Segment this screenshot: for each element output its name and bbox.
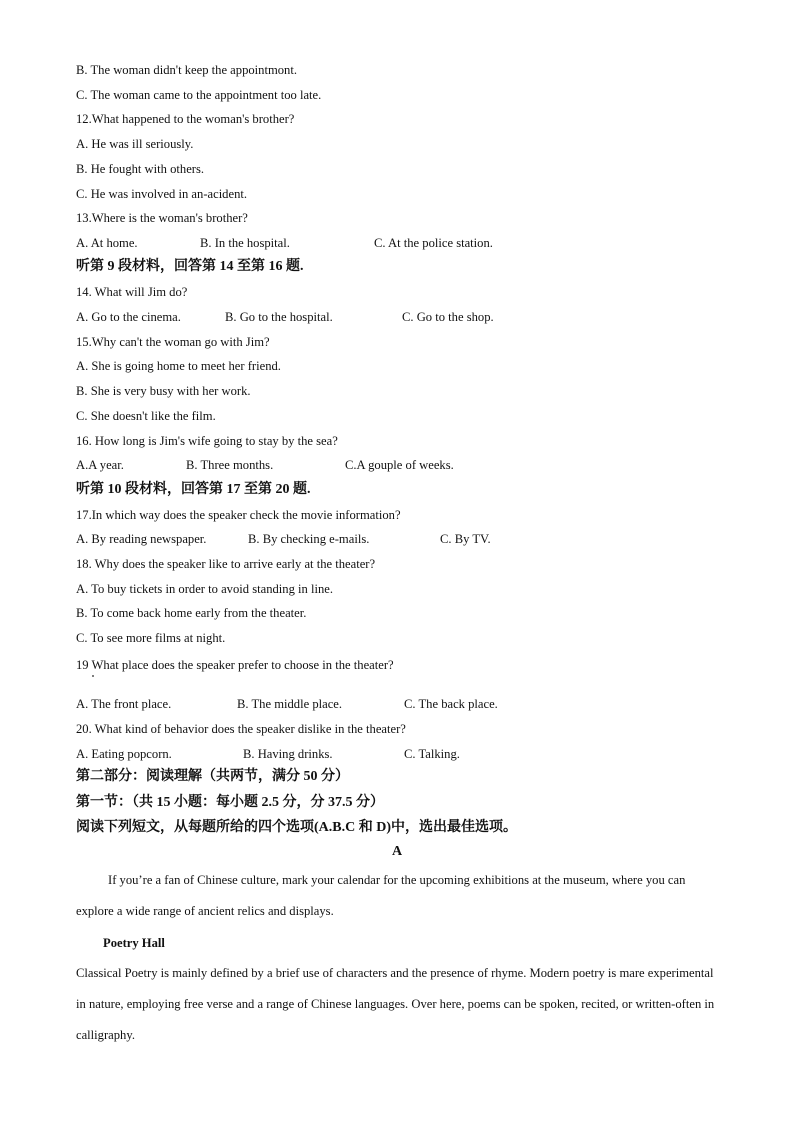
question-18: 18. Why does the speaker like to arrive early at the theater?: [76, 557, 376, 571]
part-heading: 第二部分：阅读理解（共两节，满分 50 分）: [76, 769, 349, 784]
option-c: C. Talking.: [404, 747, 460, 761]
instructions: 阅读下列短文，从每题所给的四个选项(A.B.C 和 D)中，选出最佳选项。: [76, 820, 517, 835]
section-heading: 听第 9 段材料，回答第 14 至第 16 题.: [76, 259, 304, 274]
option-a: A. At home.: [76, 236, 138, 250]
option-b: B. Three months.: [186, 458, 274, 472]
question-14: 14. What will Jim do?: [76, 285, 188, 299]
question-13: 13.Where is the woman's brother?: [76, 211, 248, 225]
option-line: C. He was involved in an-acident.: [76, 187, 248, 201]
section-heading: 听第 10 段材料，回答第 17 至第 20 题.: [76, 482, 311, 497]
section-heading: 第一节：（共 15 小题：每小题 2.5 分，分 37.5 分）: [76, 795, 384, 810]
option-line: B. The woman didn't keep the appointmont.: [76, 63, 297, 77]
option-b: B. By checking e-mails.: [248, 532, 370, 546]
option-line: A. He was ill seriously.: [76, 137, 194, 151]
option-a: A.A year.: [76, 458, 124, 472]
option-b: B. In the hospital.: [200, 236, 290, 250]
option-c: C.A gouple of weeks.: [345, 458, 454, 472]
option-line: C. The woman came to the appointment too late.: [76, 88, 322, 102]
option-c: C. Go to the shop.: [402, 310, 494, 324]
question-20: 20. What kind of behavior does the speaker dislike in the theater?: [76, 722, 406, 736]
poetry-hall-heading: Poetry Hall: [103, 936, 165, 950]
option-c: C. By TV.: [440, 532, 491, 546]
option-line: B. She is very busy with her work.: [76, 384, 251, 398]
option-a: A. Eating popcorn.: [76, 747, 172, 761]
option-b: B. Go to the hospital.: [225, 310, 333, 324]
option-b: B. Having drinks.: [243, 747, 333, 761]
option-a: A. Go to the cinema.: [76, 310, 181, 324]
option-c: C. At the police station.: [374, 236, 493, 250]
option-c: C. The back place.: [404, 697, 498, 711]
option-a: A. By reading newspaper.: [76, 532, 207, 546]
stray-mark: [92, 675, 94, 677]
option-b: B. The middle place.: [237, 697, 343, 711]
option-line: A. To buy tickets in order to avoid standing in line.: [76, 582, 334, 596]
option-line: A. She is going home to meet her friend.: [76, 359, 281, 373]
option-a: A. The front place.: [76, 697, 172, 711]
question-16: 16. How long is Jim's wife going to stay by the sea?: [76, 434, 338, 448]
poetry-paragraph: Classical Poetry is mainly defined by a brief use of characters and the presence of rhyme. Modern poetry is mare experimental in nature, employing free verse and a range of Chinese languages. Over here, poems can be spoken, recited, or written-often in calligraphy.: [76, 966, 715, 1042]
intro-paragraph: If you’re a fan of Chinese culture, mark your calendar for the upcoming exhibitions at the museum, where you can explore a wide range of ancient relics and displays.: [76, 873, 686, 918]
option-line: C. She doesn't like the film.: [76, 409, 216, 423]
question-12: 12.What happened to the woman's brother?: [76, 112, 295, 126]
option-line: B. He fought with others.: [76, 162, 205, 176]
question-17: 17.In which way does the speaker check the movie information?: [76, 508, 401, 522]
question-19: 19 What place does the speaker prefer to choose in the theater?: [76, 658, 394, 672]
passage-label: A: [391, 844, 403, 859]
option-line: C. To see more films at night.: [76, 631, 226, 645]
question-15: 15.Why can't the woman go with Jim?: [76, 335, 270, 349]
option-line: B. To come back home early from the theater.: [76, 606, 307, 620]
